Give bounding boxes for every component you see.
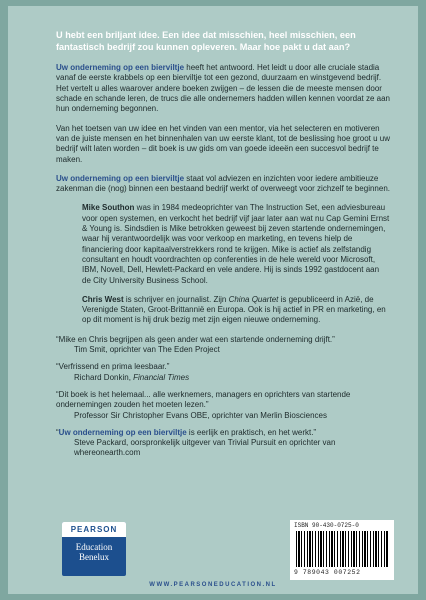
author-name-southon: Mike Southon [82,203,135,213]
publisher-line-2: Benelux [79,552,109,562]
attribution-name: Richard Donkin, [74,372,134,382]
pearson-logo [62,522,126,576]
quote-evans [56,390,390,421]
back-cover-text [56,30,390,466]
intro-text: heeft het antwoord. Het leidt u door alle cruciale stadia vanaf de eerste krabbels op een bierviltje tot een gezond, duurzaam en winstgevend bedrijf. Het vertelt u alles waarover andere boeken zwijgen – de lessen die de meeste mensen door schade en schande leren, de trucs die alle ondernemers hadden willen kennen voordat ze aan hun onderneming begonnen. [56,63,390,114]
book-china-quartet: China Quartet [228,294,279,304]
quote-open-mark: “ [56,427,59,437]
quote-text: “Verfrissend en prima leesbaar.” [56,362,170,372]
bio-text-west-1: is schrijver en journalist. Zijn [123,294,229,304]
book-title-3: Uw onderneming op een bierviltje [58,427,187,437]
advice-text: staat vol adviezen en inzichten voor iedere ambitieuze zakenman die (nog) binnen een bestaand bedrijf werkt of overweegt voor zichzelf te beginnen. [56,173,390,194]
lead-paragraph: U hebt een briljant idee. Een idee dat misschien, heel misschien, een fantastisch bedrijf zou kunnen opleveren. Maar hoe pakt u dat aan? [56,30,356,52]
book-title-2: Uw onderneming op een bierviltje [56,173,185,183]
publisher-website: WWW.PEARSONEDUCATION.NL [149,582,277,588]
quote-donkin [56,362,390,383]
publisher-brand: PEARSON [62,522,126,537]
intro-paragraph [56,63,390,114]
quote-attribution: Steve Packard, oorspronkelijk uitgever van Trivial Pursuit en oprichter van whereonearth.com [74,438,336,458]
barcode [290,520,394,580]
quote-text: “Mike en Chris begrijpen als geen ander wat een startende onderneming drijft.” [56,334,335,344]
author-name-west: Chris West [82,294,124,304]
isbn-number: ISBN 90-430-0725-0 [294,522,359,529]
quote-attribution [56,373,390,383]
bio-text-west-2: is gepubliceerd in Azië, de Verenigde Staten, Groot-Brittannië en Europa. Ook is hij actief in PR en marketing, en op dit moment is hij druk bezig met zijn eigen nieuwe onderneming. [82,294,386,325]
quote-smit [56,335,390,356]
guide-paragraph: Van het toetsen van uw idee en het vinden van een mentor, via het selecteren en motiveren van de juiste mensen en het binnenhalen van uw eerste klant, tot de beslissing hoe groot u uw bedrijf wilt laten worden – dit boek is uw gids om van goede ideeën een succesvol bedrijf te maken. [56,123,390,164]
quote-text: “Dit boek is het helemaal... alle werknemers, managers en oprichters van startende ondernemingen zouden het moeten lezen.” [56,389,351,410]
quote-text: is eerlijk en praktisch, en het werkt.” [186,427,317,437]
barcode-number: 9 789043 007252 [294,569,361,576]
cover-footer [8,520,418,594]
attribution-publication: Financial Times [133,372,190,382]
quote-packard [56,428,390,459]
publisher-line-1: Education [75,542,113,552]
quote-attribution: Tim Smit, oprichter van The Eden Project [74,345,220,355]
author-bio-southon [56,203,390,285]
author-bio-west [56,295,390,326]
bio-text-southon: was in 1984 medeoprichter van The Instruction Set, een adviesbureau voor open systemen, en verkocht het bedrijf vijf jaar later aan wat nu Cap Gemini Ernst & Young is. Sindsdien is Mike betrokken geweest bij zeven startende ondernemingen, waar hij verantwoordelijk was voor verkoop en marketing, en tevens hielp de financiering door kapitaalverstrekkers rond te krijgen. Mike is actief als zelfstandig consultant en houdt voordrachten op conferenties in de hele wereld voor Microsoft, IBM, Novell, Dell, Hewlett-Packard en vele andere. Hij is sinds 1992 gastdocent aan de City University Business School. [82,203,390,285]
book-title: Uw onderneming op een bierviltje [56,63,185,73]
quote-attribution: Professor Sir Christopher Evans OBE, oprichter van Merlin Biosciences [74,410,327,420]
advice-paragraph [56,174,390,195]
barcode-bars [296,531,388,567]
